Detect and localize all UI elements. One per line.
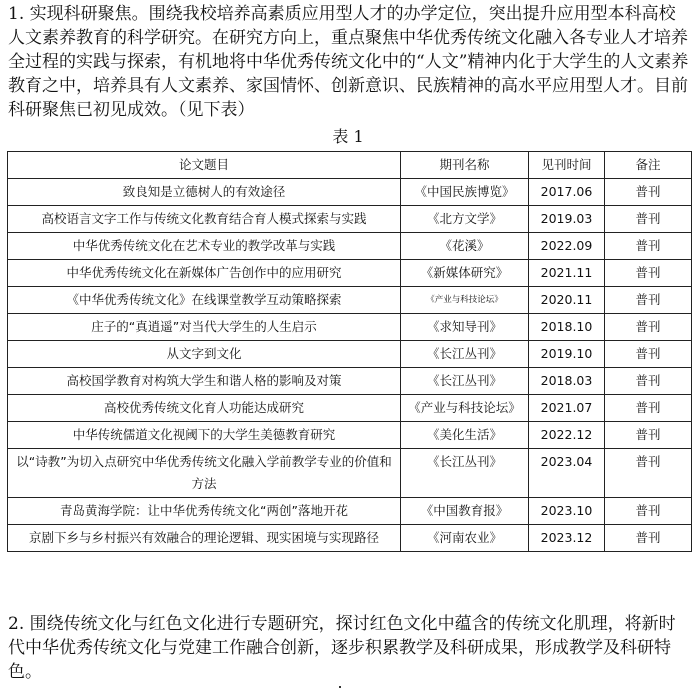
publish-date: 2021.07 <box>529 395 605 422</box>
header-note: 备注 <box>605 152 692 179</box>
note: 普刊 <box>605 233 692 260</box>
publish-date: 2022.12 <box>529 422 605 449</box>
stray-dot <box>339 686 341 688</box>
journal-name: 《中国教育报》 <box>401 498 529 525</box>
paper-title: 中华优秀传统文化在新媒体广告创作中的应用研究 <box>8 260 401 287</box>
journal-name: 《中国民族博览》 <box>401 179 529 206</box>
paper-title: 以“诗教”为切入点研究中华优秀传统文化融入学前教学专业的价值和方法 <box>8 449 401 498</box>
table-row <box>8 206 692 233</box>
paper-title: 高校国学教育对构筑大学生和谐人格的影响及对策 <box>8 368 401 395</box>
journal-name: 《长江丛刊》 <box>401 341 529 368</box>
note: 普刊 <box>605 395 692 422</box>
paper-title: 中华优秀传统文化在艺术专业的教学改革与实践 <box>8 233 401 260</box>
journal-name: 《美化生活》 <box>401 422 529 449</box>
note: 普刊 <box>605 314 692 341</box>
table-row <box>8 179 692 206</box>
journal-name: 《花溪》 <box>401 233 529 260</box>
journal-name: 《产业与科技论坛》 <box>401 287 529 314</box>
paper-title: 中华传统儒道文化视阈下的大学生美德教育研究 <box>8 422 401 449</box>
note: 普刊 <box>605 179 692 206</box>
publish-date: 2019.03 <box>529 206 605 233</box>
note: 普刊 <box>605 525 692 552</box>
note: 普刊 <box>605 498 692 525</box>
journal-name: 《长江丛刊》 <box>401 368 529 395</box>
paper-title: 从文字到文化 <box>8 341 401 368</box>
paper-title: 致良知是立德树人的有效途径 <box>8 179 401 206</box>
journal-name: 《北方文学》 <box>401 206 529 233</box>
closing-paragraph: 2. 围绕传统文化与红色文化进行专题研究，探讨红色文化中蕴含的传统文化肌理，将新时代中华优秀传统文化与党建工作融合创新，逐步积累教学及科研成果，形成教学及科研特色。 <box>8 614 676 682</box>
publish-date: 2017.06 <box>529 179 605 206</box>
table-row <box>8 368 692 395</box>
header-date: 见刊时间 <box>529 152 605 179</box>
note: 普刊 <box>605 368 692 395</box>
table-row <box>8 314 692 341</box>
journal-name: 《河南农业》 <box>401 525 529 552</box>
note: 普刊 <box>605 287 692 314</box>
paper-title: 青岛黄海学院：让中华优秀传统文化“两创”落地开花 <box>8 498 401 525</box>
table-row <box>8 449 692 498</box>
paper-title: 高校语言文字工作与传统文化教育结合育人模式探索与实践 <box>8 206 401 233</box>
table-header-row <box>8 152 692 179</box>
publish-date: 2023.12 <box>529 525 605 552</box>
intro-paragraph: 1. 实现科研聚焦。围绕我校培养高素质应用型人才的办学定位，突出提升应用型本科高校人文素养教育的科学研究。在研究方向上，重点聚焦中华优秀传统文化融入各专业人才培养全过程的实践与探索，有机地将中华优秀传统文化中的“人文”精神内化于大学生的人文素养教育之中，培养具有人文素养、家国情怀、创新意识、民族精神的高水平应用型人才。目前科研聚焦已初见成效。（见下表） <box>8 4 689 120</box>
header-title: 论文题目 <box>8 152 401 179</box>
table-row <box>8 260 692 287</box>
table-caption: 表 1 <box>332 127 364 146</box>
publish-date: 2022.09 <box>529 233 605 260</box>
table-row <box>8 341 692 368</box>
publish-date: 2019.10 <box>529 341 605 368</box>
publish-date: 2020.11 <box>529 287 605 314</box>
publish-date: 2018.10 <box>529 314 605 341</box>
paper-title: 庄子的“真逍遥”对当代大学生的人生启示 <box>8 314 401 341</box>
paper-title: 《中华优秀传统文化》在线课堂教学互动策略探索 <box>8 287 401 314</box>
note: 普刊 <box>605 449 692 498</box>
publish-date: 2023.10 <box>529 498 605 525</box>
papers-table <box>7 151 692 552</box>
table-row <box>8 498 692 525</box>
paper-title: 高校优秀传统文化育人功能达成研究 <box>8 395 401 422</box>
table-row <box>8 525 692 552</box>
note: 普刊 <box>605 341 692 368</box>
journal-name: 《产业与科技论坛》 <box>401 395 529 422</box>
publish-date: 2021.11 <box>529 260 605 287</box>
journal-name: 《长江丛刊》 <box>401 449 529 498</box>
note: 普刊 <box>605 206 692 233</box>
table-row <box>8 395 692 422</box>
table-row <box>8 233 692 260</box>
publish-date: 2023.04 <box>529 449 605 498</box>
note: 普刊 <box>605 422 692 449</box>
header-journal: 期刊名称 <box>401 152 529 179</box>
journal-name: 《新媒体研究》 <box>401 260 529 287</box>
table-row <box>8 287 692 314</box>
note: 普刊 <box>605 260 692 287</box>
table-row <box>8 422 692 449</box>
publish-date: 2018.03 <box>529 368 605 395</box>
journal-name: 《求知导刊》 <box>401 314 529 341</box>
paper-title: 京剧下乡与乡村振兴有效融合的理论逻辑、现实困境与实现路径 <box>8 525 401 552</box>
